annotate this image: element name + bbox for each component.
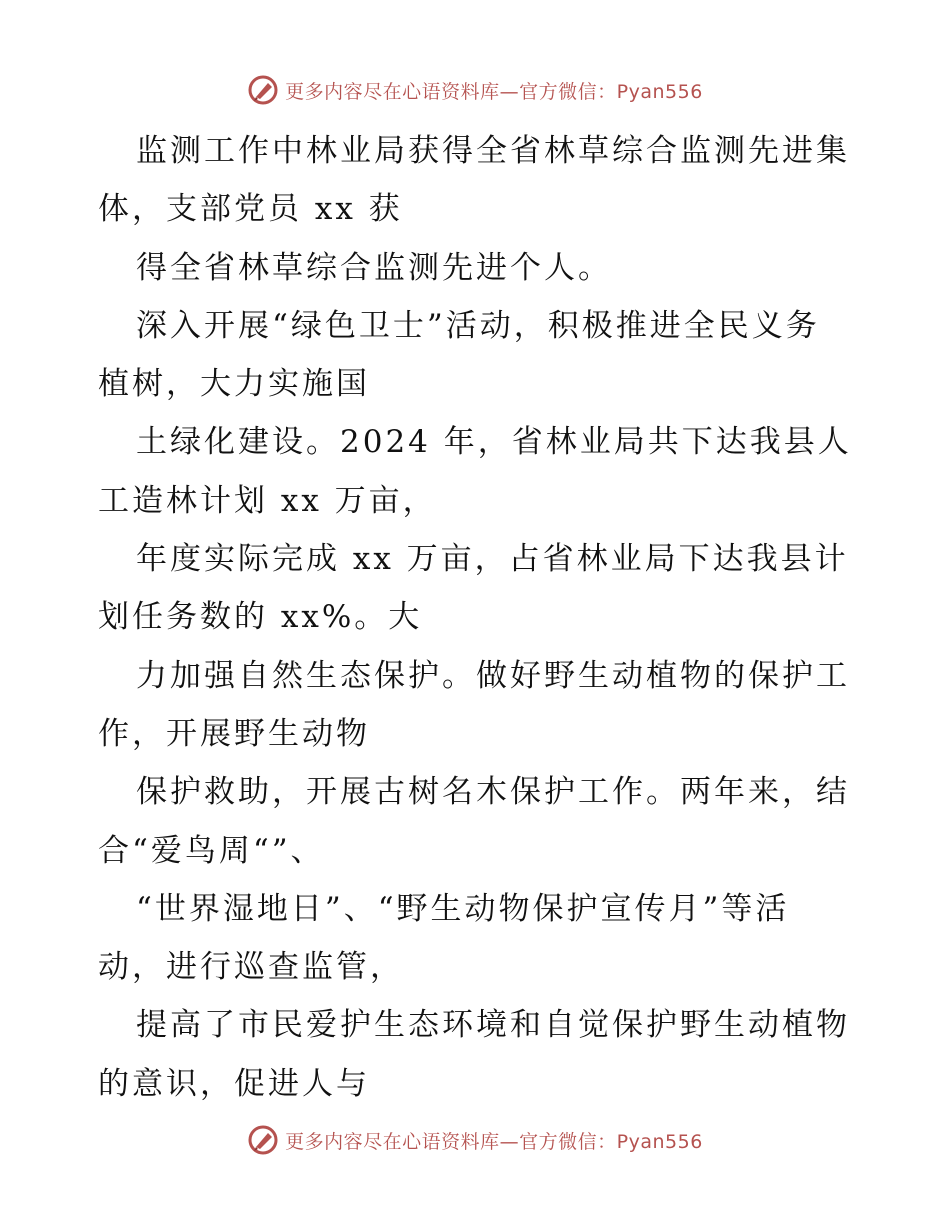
- body-line: 植树，大力实施国: [98, 366, 370, 403]
- body-line: 力加强自然生态保护。做好野生动植物的保护工: [136, 657, 850, 694]
- body-line: 土绿化建设。2024 年，省林业局共下达我县人: [136, 424, 852, 461]
- body-line: 保护救助，开展古树名木保护工作。两年来，结: [136, 774, 850, 811]
- footer-watermark: [0, 1120, 950, 1160]
- body-line: “世界湿地日”、“野生动物保护宣传月”等活: [136, 890, 790, 927]
- header-watermark-text: 更多内容尽在心语资料库—官方微信：Pyan556: [285, 80, 703, 103]
- body-line: 体，支部党员 xx 获: [98, 191, 403, 228]
- body-line: 划任务数的 xx%。大: [98, 599, 423, 636]
- body-line: 作，开展野生动物: [98, 715, 370, 752]
- body-line: 动，进行巡查监管，: [98, 949, 404, 986]
- body-line: 的意识，促进人与: [98, 1065, 370, 1102]
- body-line: 提高了市民爱护生态环境和自觉保护野生动植物: [136, 1007, 850, 1044]
- pen-logo-icon: [247, 1124, 279, 1156]
- document-body: [98, 122, 858, 1113]
- body-line: 年度实际完成 xx 万亩，占省林业局下达我县计: [136, 541, 849, 578]
- footer-watermark-text: 更多内容尽在心语资料库—官方微信：Pyan556: [285, 1130, 703, 1153]
- body-line: 合“爱鸟周“”、: [98, 832, 325, 869]
- body-line: 得全省林草综合监测先进个人。: [136, 249, 612, 286]
- body-line: 深入开展“绿色卫士”活动，积极推进全民义务: [136, 307, 820, 344]
- body-line: 监测工作中林业局获得全省林草综合监测先进集: [136, 133, 850, 169]
- pen-logo-icon: [247, 74, 279, 106]
- header-watermark: [0, 70, 950, 110]
- body-line: 工造林计划 xx 万亩，: [98, 482, 437, 519]
